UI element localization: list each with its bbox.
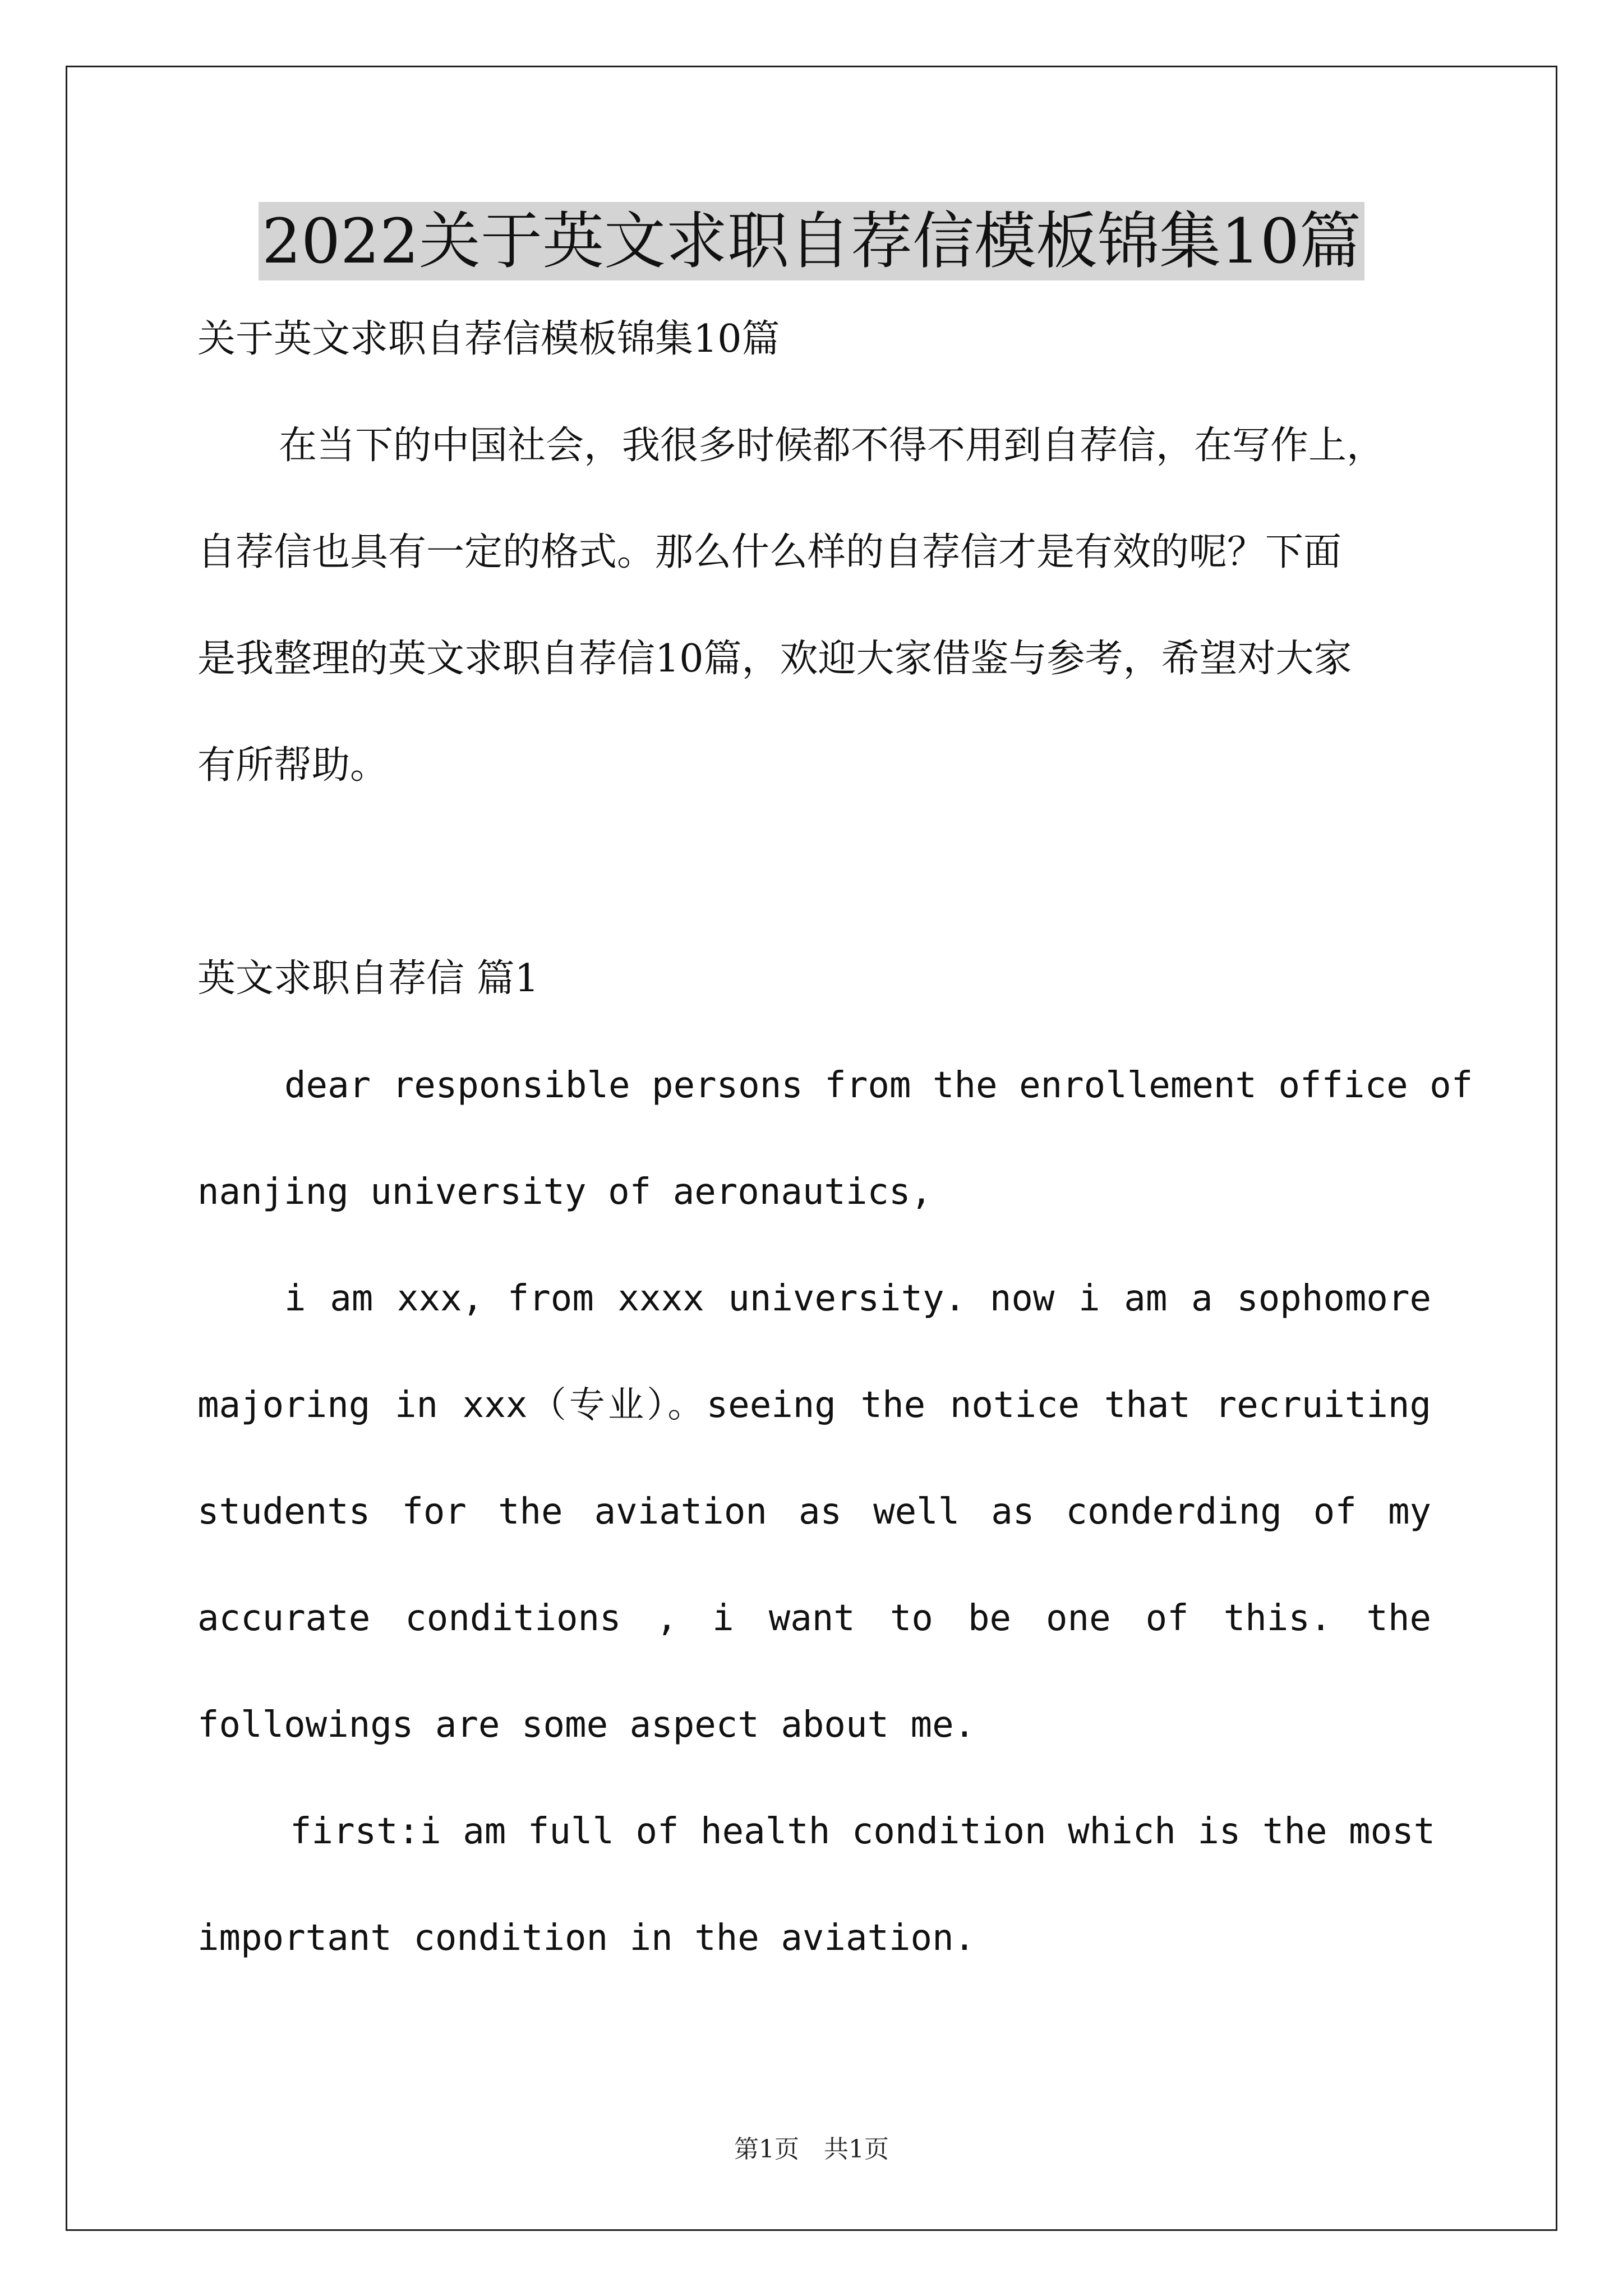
intro-line: 在当下的中国社会，我很多时候都不得不用到自荐信，在写作上，: [279, 424, 1385, 468]
letter-line: dear responsible persons from the enrollement office of: [284, 1065, 1473, 1106]
intro-line: 是我整理的英文求职自荐信10篇，欢迎大家借鉴与参考，希望对大家: [197, 637, 1352, 681]
page-border: [66, 66, 1557, 2231]
section-heading: 英文求职自荐信 篇1: [197, 956, 539, 1001]
letter-line: nanjing university of aeronautics,: [197, 1171, 933, 1213]
letter-line: followings are some aspect about me.: [197, 1704, 976, 1746]
intro-line: 有所帮助。: [197, 743, 389, 788]
letter-line: important condition in the aviation.: [197, 1917, 976, 1959]
letter-line: i am xxx, from xxxx university. now i am a sophomore: [284, 1278, 1431, 1319]
intro-line: 自荐信也具有一定的格式。那么什么样的自荐信才是有效的呢？下面: [197, 530, 1342, 574]
letter-line: majoring in xxx（专业）。seeing the notice that recruiting: [197, 1384, 1431, 1426]
page-footer: 第1页 共1页: [734, 2135, 889, 2164]
document-title: 2022关于英文求职自荐信模板锦集10篇: [259, 202, 1364, 280]
title-container: [0, 202, 1623, 280]
letter-line: accurate conditions , i want to be one of this. the: [197, 1598, 1431, 1639]
letter-line: students for the aviation as well as conderding of my: [197, 1491, 1431, 1533]
document-subtitle: 关于英文求职自荐信模板锦集10篇: [197, 317, 780, 361]
letter-line: first:i am full of health condition which is the most: [290, 1811, 1436, 1852]
